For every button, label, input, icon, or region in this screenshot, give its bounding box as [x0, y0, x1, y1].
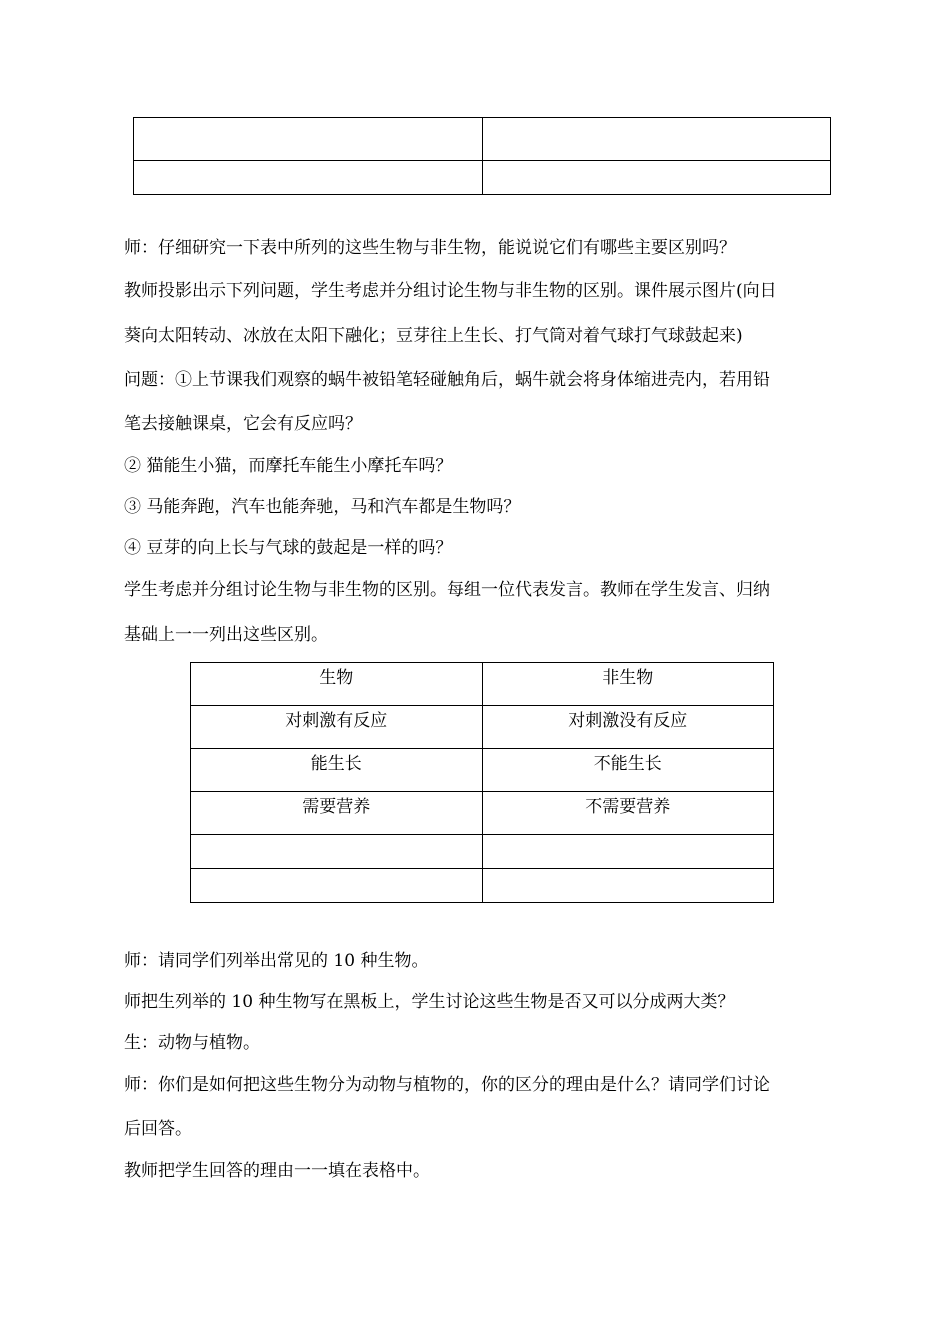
- paragraph-question-4: ④ 豆芽的向上长与气球的鼓起是一样的吗？: [124, 538, 453, 558]
- paragraph-teacher-list: 师：请同学们列举出常见的 10 种生物。: [124, 951, 429, 971]
- table-row: [191, 749, 774, 792]
- table-cell: 能生长: [191, 749, 483, 792]
- paragraph-question-2: ② 猫能生小猫，而摩托车能生小摩托车吗？: [124, 456, 453, 476]
- table-cell: [482, 118, 831, 161]
- empty-table-top: [133, 117, 831, 195]
- table-cell: 对刺激有反应: [191, 706, 483, 749]
- table-cell: [134, 161, 483, 195]
- table-cell: [191, 869, 483, 903]
- paragraph-fill-table: 教师把学生回答的理由一一填在表格中。: [124, 1161, 430, 1181]
- paragraph-discussion-cont: 基础上一一列出这些区别。: [124, 625, 328, 645]
- table-row: [191, 869, 774, 903]
- paragraph-blackboard: 师把生列举的 10 种生物写在黑板上，学生讨论这些生物是否又可以分成两大类？: [124, 992, 735, 1012]
- table-header-row: [191, 663, 774, 706]
- paragraph-question-1: 问题：①上节课我们观察的蜗牛被铅笔轻碰触角后，蜗牛就会将身体缩进壳内，若用铅: [124, 370, 770, 390]
- table-cell: 需要营养: [191, 792, 483, 835]
- table-cell: [482, 835, 774, 869]
- table-row: [191, 835, 774, 869]
- table-cell: [191, 835, 483, 869]
- table-header-cell: 非生物: [482, 663, 774, 706]
- table-cell: 不需要营养: [482, 792, 774, 835]
- paragraph-teacher-question: 师：仔细研究一下表中所列的这些生物与非生物，能说说它们有哪些主要区别吗？: [124, 238, 736, 258]
- comparison-table: [190, 662, 774, 903]
- paragraph-question-3: ③ 马能奔跑，汽车也能奔驰，马和汽车都是生物吗？: [124, 497, 521, 517]
- paragraph-projection: 教师投影出示下列问题，学生考虑并分组讨论生物与非生物的区别。课件展示图片(向日: [124, 281, 777, 301]
- table-row: [191, 792, 774, 835]
- paragraph-teacher-reason-cont: 后回答。: [124, 1119, 192, 1139]
- paragraph-question-1-cont: 笔去接触课桌，它会有反应吗？: [124, 414, 362, 434]
- table-row: [191, 706, 774, 749]
- table-cell: 不能生长: [482, 749, 774, 792]
- paragraph-student-answer: 生：动物与植物。: [124, 1033, 260, 1053]
- table-cell: [482, 869, 774, 903]
- table-cell: [134, 118, 483, 161]
- table-cell: [482, 161, 831, 195]
- table-cell: 对刺激没有反应: [482, 706, 774, 749]
- paragraph-discussion: 学生考虑并分组讨论生物与非生物的区别。每组一位代表发言。教师在学生发言、归纳: [124, 580, 770, 600]
- table-header-cell: 生物: [191, 663, 483, 706]
- paragraph-teacher-reason: 师：你们是如何把这些生物分为动物与植物的，你的区分的理由是什么？请同学们讨论: [124, 1075, 770, 1095]
- paragraph-projection-cont: 葵向太阳转动、冰放在太阳下融化；豆芽往上生长、打气筒对着气球打气球鼓起来): [124, 326, 743, 346]
